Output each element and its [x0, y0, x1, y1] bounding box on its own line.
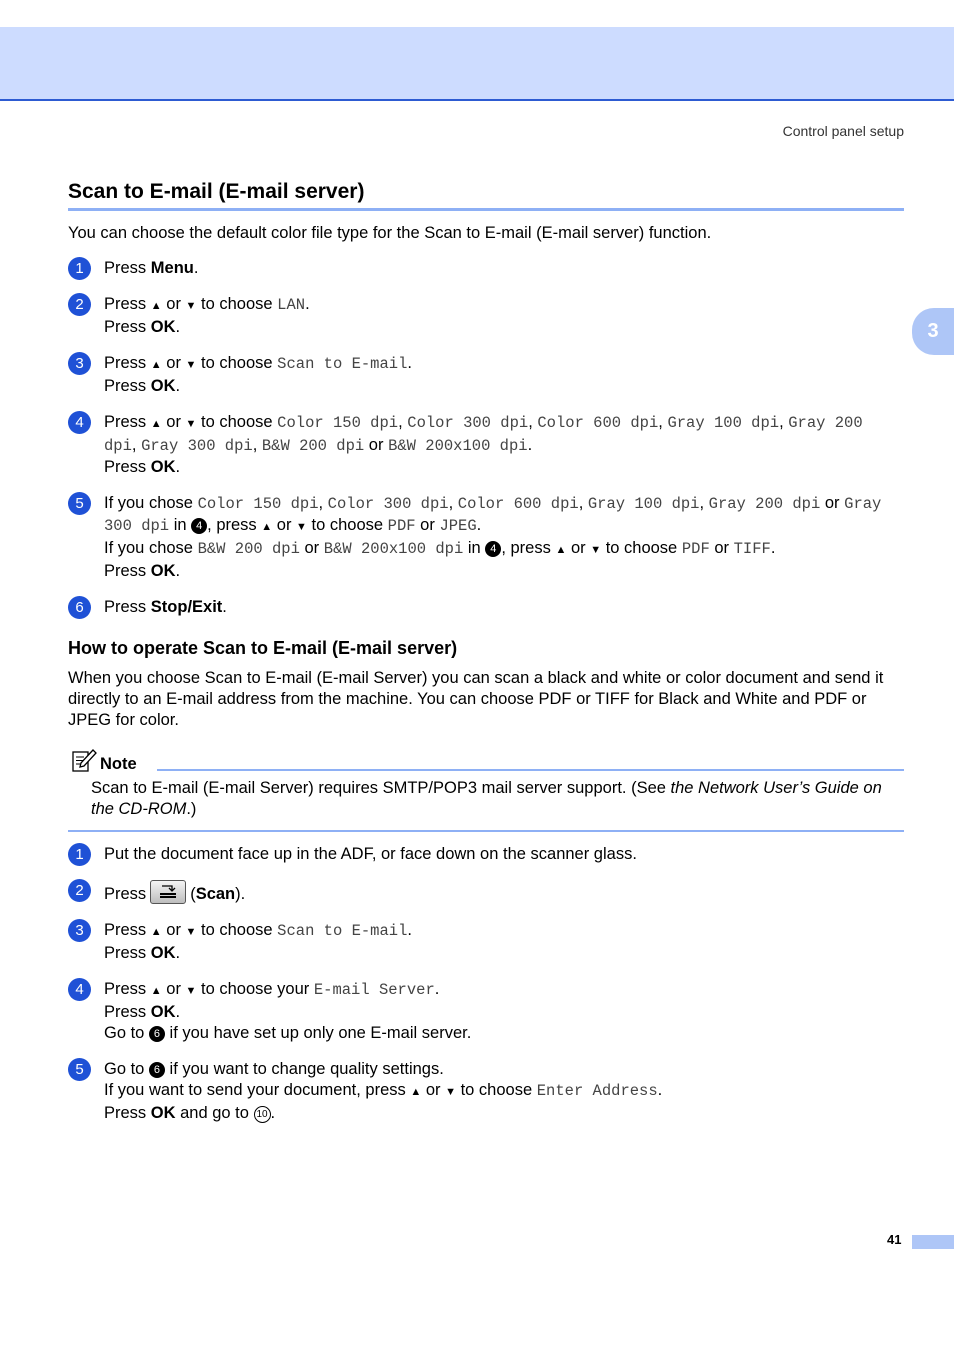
step-number: 2	[68, 293, 91, 316]
list-item: 2 Press ▲ or ▼ to choose LAN. Press OK.	[68, 294, 904, 338]
page-number: 41	[887, 1232, 902, 1247]
up-arrow-icon: ▲	[150, 300, 162, 312]
step-number: 4	[68, 411, 91, 434]
down-arrow-icon: ▼	[185, 985, 197, 997]
step-ref-6: 6	[149, 1026, 165, 1042]
page-title: Scan to E-mail (E-mail server)	[68, 180, 904, 211]
note-label: Note	[100, 755, 137, 773]
step-number: 3	[68, 352, 91, 375]
scan-button-icon	[150, 880, 186, 904]
section-title: Control panel setup	[782, 123, 904, 139]
down-arrow-icon: ▼	[445, 1086, 456, 1098]
step-number: 3	[68, 919, 91, 942]
list-item: 1 Put the document face up in the ADF, or face down on the scanner glass.	[68, 844, 904, 865]
note-box	[68, 747, 904, 832]
footer-bar	[912, 1235, 954, 1249]
list-item: 3 Press ▲ or ▼ to choose Scan to E-mail. Press OK.	[68, 353, 904, 397]
down-arrow-icon: ▼	[185, 300, 197, 312]
up-arrow-icon: ▲	[150, 359, 162, 371]
step-number: 5	[68, 492, 91, 515]
page-content	[68, 180, 904, 1139]
step-ref-4: 4	[191, 518, 207, 534]
up-arrow-icon: ▲	[261, 521, 273, 533]
list-item: 5 Go to 6 if you want to change quality settings. If you want to send your document, press ▲ or ▼ to choose Enter Address. Press OK and go to 10 .	[68, 1059, 904, 1124]
down-arrow-icon: ▼	[185, 926, 197, 938]
list-item: 5 If you chose Color 150 dpi, Color 300 dpi, Color 600 dpi, Gray 100 dpi, Gray 200 dpi or Gray 300 dpi in 4 , press ▲ or ▼ to choose PDF or JPEG. If you chose B&W 200 dpi or B&W 200x100 dpi in 4 , press ▲ or ▼ to choose PDF or TIFF. Press OK.	[68, 493, 904, 582]
step-ref-10: 10	[254, 1106, 271, 1123]
operate-steps	[68, 844, 904, 1124]
step-ref-4: 4	[485, 541, 501, 557]
down-arrow-icon: ▼	[185, 418, 197, 430]
settings-steps	[68, 258, 904, 618]
down-arrow-icon: ▼	[185, 359, 197, 371]
body-paragraph: When you choose Scan to E-mail (E-mail Server) you can scan a black and white or color document and send it directly to an E-mail address from the machine. You can choose PDF or TIFF for Black and White and PDF or JPEG for color.	[68, 669, 884, 729]
step-number: 2	[68, 879, 91, 902]
step-ref-6: 6	[149, 1062, 165, 1078]
section-subtitle: How to operate Scan to E-mail (E-mail server)	[68, 638, 458, 658]
list-item: 6 Press Stop/Exit.	[68, 597, 904, 618]
up-arrow-icon: ▲	[410, 1086, 422, 1098]
up-arrow-icon: ▲	[150, 926, 162, 938]
note-text: Scan to E-mail (E-mail Server) requires SMTP/POP3 mail server support. (See the Network User’s Guide on the CD-ROM.)	[91, 779, 882, 818]
note-pencil-icon	[71, 749, 97, 773]
list-item: 2 Press (Scan).	[68, 880, 904, 905]
list-item: 4 Press ▲ or ▼ to choose your E-mail Server. Press OK. Go to 6 if you have set up only one E-mail server.	[68, 979, 904, 1044]
up-arrow-icon: ▲	[150, 985, 162, 997]
list-item: 3 Press ▲ or ▼ to choose Scan to E-mail. Press OK.	[68, 920, 904, 964]
header-band	[0, 27, 954, 101]
step-number: 4	[68, 978, 91, 1001]
down-arrow-icon: ▼	[590, 544, 602, 556]
intro-paragraph: You can choose the default color file type for the Scan to E-mail (E-mail server) function.	[68, 224, 712, 242]
step-number: 5	[68, 1058, 91, 1081]
up-arrow-icon: ▲	[150, 418, 162, 430]
step-number: 6	[68, 596, 91, 619]
step-number: 1	[68, 257, 91, 280]
step-number: 1	[68, 843, 91, 866]
chapter-tab: 3	[912, 308, 954, 355]
list-item: 4 Press ▲ or ▼ to choose Color 150 dpi, Color 300 dpi, Color 600 dpi, Gray 100 dpi, Gray 200 dpi, Gray 300 dpi, B&W 200 dpi or B&W 200x100 dpi. Press OK.	[68, 412, 904, 478]
list-item: 1 Press Menu.	[68, 258, 904, 279]
note-divider	[157, 769, 904, 771]
down-arrow-icon: ▼	[296, 521, 307, 533]
up-arrow-icon: ▲	[555, 544, 567, 556]
